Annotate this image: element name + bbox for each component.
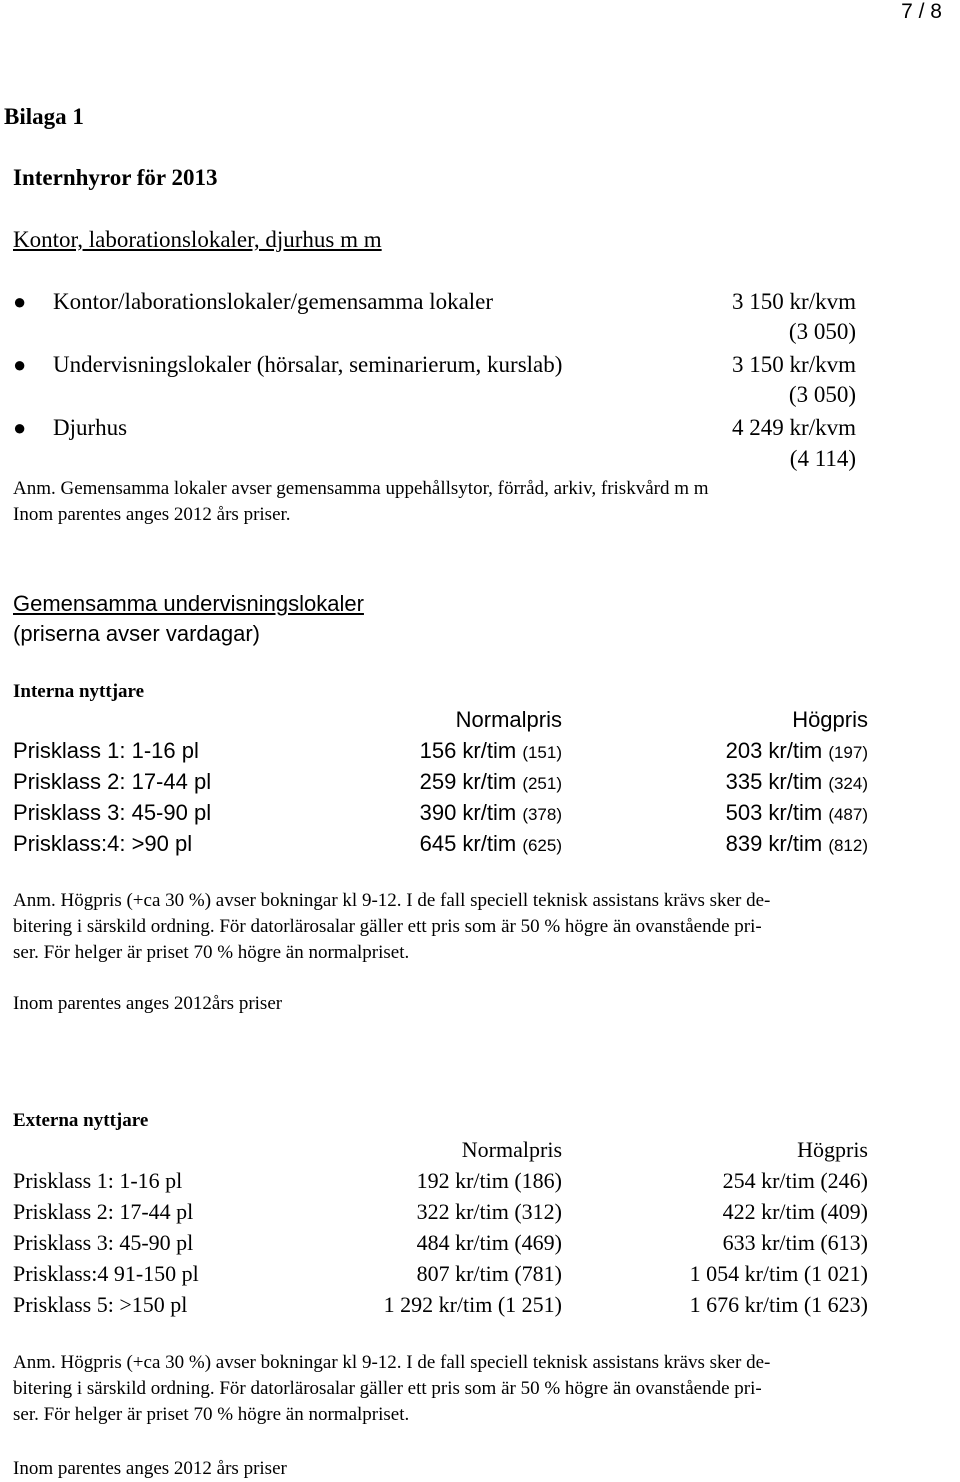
table-cell-normal: [420, 829, 562, 861]
section-heading-teaching: Gemensamma undervisningslokaler: [13, 591, 364, 616]
note-text: bitering i särskild ordning. För datorlärosalar gäller ett pris som är 50 % högre än ovanstående pri-: [13, 916, 762, 937]
list-item-label: Djurhus: [53, 415, 128, 440]
price-value: 156 kr/tim: [419, 738, 517, 763]
list-item-price: 4 249 kr/kvm: [732, 415, 856, 440]
note-text: Anm. Högpris (+ca 30 %) avser bokningar kl 9-12. I de fall speciell teknisk assistans krävs sker de-: [13, 1352, 771, 1373]
list-item-label: Undervisningslokaler (hörsalar, seminarierum, kurslab): [53, 352, 563, 377]
table-cell-normal: 807 kr/tim (781): [416, 1261, 562, 1286]
note-text: ser. För helger är priset 70 % högre än normalpriset.: [13, 942, 410, 963]
table-cell-normal: [420, 736, 562, 768]
table-cell-normal: 1 292 kr/tim (1 251): [383, 1292, 562, 1317]
bullet-icon: ●: [13, 352, 27, 377]
table-cell-high: [726, 798, 868, 830]
table-row-label: Prisklass 3: 45-90 pl: [13, 1230, 194, 1255]
table-row-label: Prisklass 1: 1-16 pl: [13, 738, 199, 763]
bullet-icon: ●: [13, 289, 27, 314]
appendix-label: Bilaga 1: [4, 104, 84, 129]
column-header-normal: Normalpris: [461, 1137, 562, 1162]
prev-price: (378): [522, 805, 562, 824]
note-text: Anm. Gemensamma lokaler avser gemensamma uppehållsytor, förråd, arkiv, friskvård m m: [13, 478, 709, 499]
table-cell-high: [726, 767, 868, 799]
list-item-prev-price: (3 050): [788, 382, 856, 407]
table-cell-high: 254 kr/tim (246): [722, 1168, 868, 1193]
price-value: 335 kr/tim: [725, 769, 823, 794]
table-cell-high: 1 676 kr/tim (1 623): [689, 1292, 868, 1317]
table-row-label: Prisklass 5: >150 pl: [13, 1292, 188, 1317]
table-cell-high: 1 054 kr/tim (1 021): [689, 1261, 868, 1286]
price-value: 839 kr/tim: [725, 831, 823, 856]
column-header-high: Högpris: [797, 1137, 868, 1162]
table-row-label: Prisklass 3: 45-90 pl: [13, 800, 212, 825]
document-title: Internhyror för 2013: [13, 165, 218, 190]
price-value: 259 kr/tim: [419, 769, 517, 794]
table-cell-normal: 192 kr/tim (186): [416, 1168, 562, 1193]
list-item-price: 3 150 kr/kvm: [732, 289, 856, 314]
price-value: 390 kr/tim: [419, 800, 517, 825]
note-text: bitering i särskild ordning. För datorlärosalar gäller ett pris som är 50 % högre än ovanstående pri-: [13, 1378, 762, 1399]
prev-price: (151): [522, 743, 562, 762]
external-users-heading: Externa nyttjare: [13, 1110, 149, 1131]
prev-price: (487): [828, 805, 868, 824]
section-subheading: (priserna avser vardagar): [13, 621, 260, 646]
list-item-label: Kontor/laborationslokaler/gemensamma lokaler: [53, 289, 494, 314]
table-cell-high: [726, 829, 868, 861]
table-row-label: Prisklass:4: >90 pl: [13, 831, 193, 856]
table-cell-normal: [420, 798, 562, 830]
table-cell-high: 422 kr/tim (409): [722, 1199, 868, 1224]
internal-users-heading: Interna nyttjare: [13, 681, 145, 702]
prev-price: (625): [522, 836, 562, 855]
prev-year-note: Inom parentes anges 2012års priser: [13, 993, 283, 1014]
section-heading-offices: Kontor, laborationslokaler, djurhus m m: [13, 227, 382, 252]
note-text: Anm. Högpris (+ca 30 %) avser bokningar kl 9-12. I de fall speciell teknisk assistans krävs sker de-: [13, 890, 771, 911]
note-text: ser. För helger är priset 70 % högre än normalpriset.: [13, 1404, 410, 1425]
price-value: 503 kr/tim: [725, 800, 823, 825]
table-row-label: Prisklass:4 91-150 pl: [13, 1261, 199, 1286]
table-row-label: Prisklass 2: 17-44 pl: [13, 769, 212, 794]
list-item-prev-price: (4 114): [789, 446, 856, 471]
table-cell-high: 633 kr/tim (613): [722, 1230, 868, 1255]
prev-price: (197): [828, 743, 868, 762]
price-value: 645 kr/tim: [419, 831, 517, 856]
column-header-normal: Normalpris: [455, 707, 562, 732]
table-cell-normal: 484 kr/tim (469): [416, 1230, 562, 1255]
note-text: Inom parentes anges 2012 års priser.: [13, 504, 291, 525]
table-cell-normal: [420, 767, 562, 799]
prev-price: (324): [828, 774, 868, 793]
prev-price: (812): [828, 836, 868, 855]
prev-price: (251): [522, 774, 562, 793]
column-header-high: Högpris: [792, 707, 868, 732]
list-item-price: 3 150 kr/kvm: [732, 352, 856, 377]
bullet-icon: ●: [13, 415, 27, 440]
table-row-label: Prisklass 2: 17-44 pl: [13, 1199, 194, 1224]
list-item-prev-price: (3 050): [788, 319, 856, 344]
prev-year-note: Inom parentes anges 2012 års priser: [13, 1458, 287, 1479]
table-cell-normal: 322 kr/tim (312): [416, 1199, 562, 1224]
table-cell-high: [726, 736, 868, 768]
table-row-label: Prisklass 1: 1-16 pl: [13, 1168, 183, 1193]
page-number: 7 / 8: [901, 0, 942, 23]
price-value: 203 kr/tim: [725, 738, 823, 763]
